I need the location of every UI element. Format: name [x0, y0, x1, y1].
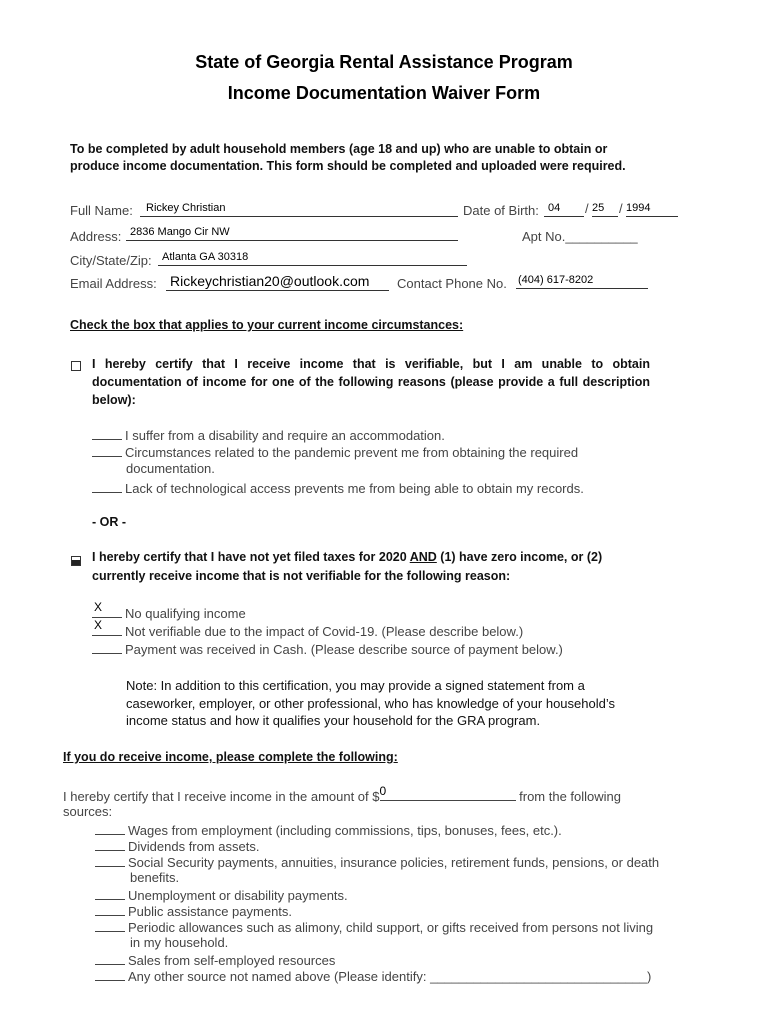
- source-unemployment-text: Unemployment or disability payments.: [128, 888, 348, 903]
- section-receive-income-heading: If you do receive income, please complete the following:: [63, 750, 398, 764]
- reason-technology-text: Lack of technological access prevents me from being able to obtain my records.: [125, 481, 584, 496]
- city-state-zip-value: Atlanta GA 30318: [162, 251, 249, 263]
- income-certify-part1: I hereby certify that I receive income in the amount of $: [63, 789, 380, 804]
- option-a-checkbox[interactable]: [71, 358, 81, 376]
- source-allowances-text: Periodic allowances such as alimony, child support, or gifts received from persons not living: [128, 920, 654, 935]
- form-title-line1: State of Georgia Rental Assistance Program: [195, 52, 573, 72]
- form-title-line2: Income Documentation Waiver Form: [227, 83, 541, 103]
- dob-day-value: 25: [592, 202, 605, 214]
- source-self-employed-blank[interactable]: [95, 952, 125, 965]
- option-b-text-line2: currently receive income that is not verifiable for the following reason:: [92, 569, 511, 583]
- section-income-circumstances-heading: Check the box that applies to your current income circumstances:: [70, 318, 464, 332]
- source-social-security-blank[interactable]: [95, 854, 125, 867]
- full-name-field[interactable]: [140, 202, 458, 217]
- b-item-no-income-blank[interactable]: [92, 600, 122, 618]
- source-wages: [95, 822, 562, 838]
- source-self-employed-text: Sales from self-employed resources: [128, 953, 336, 968]
- b-item-covid-text: Not verifiable due to the impact of Covid-19. (Please describe below.): [125, 624, 524, 639]
- b-item-cash-text: Payment was received in Cash. (Please describe source of payment below.): [125, 642, 563, 657]
- income-amount-value: 0: [379, 784, 387, 798]
- source-allowances-blank[interactable]: [95, 919, 125, 932]
- source-dividends: [95, 838, 260, 854]
- address-field[interactable]: [126, 226, 458, 241]
- income-certify-line2: sources:: [63, 804, 113, 819]
- city-state-zip-field[interactable]: [158, 251, 467, 266]
- intro-line1: To be completed by adult household members (age 18 and up) who are unable to obtain or: [70, 142, 608, 156]
- source-public-assistance-blank[interactable]: [95, 903, 125, 916]
- source-public-assistance-text: Public assistance payments.: [128, 904, 293, 919]
- reason-disability-text: I suffer from a disability and require an accommodation.: [125, 428, 445, 443]
- reason-pandemic-text: Circumstances related to the pandemic prevent me from obtaining the required: [125, 445, 579, 460]
- intro-line2: produce income documentation. This form should be completed and uploaded were required.: [70, 159, 626, 173]
- dob-separator-2: /: [619, 201, 623, 216]
- reason-pandemic-blank[interactable]: [92, 444, 122, 457]
- source-social-security: [95, 854, 659, 870]
- apt-no-field[interactable]: Apt No.__________: [522, 229, 638, 244]
- option-a-text: I hereby certify that I receive income that is verifiable, but I am unable to obtain documentation of income for one of the following reasons (please provide a full description below):: [92, 357, 650, 407]
- full-name-label: Full Name:: [70, 203, 133, 218]
- dob-label: Date of Birth:: [463, 203, 539, 218]
- option-b-and: AND: [409, 550, 437, 564]
- note-line2: caseworker, employer, or other professional, who has knowledge of your household’s: [126, 696, 615, 711]
- reason-pandemic-text-cont: documentation.: [126, 461, 215, 476]
- note-line1: Note: In addition to this certification, you may provide a signed statement from a: [126, 678, 585, 693]
- phone-field[interactable]: [516, 274, 648, 289]
- address-value: 2836 Mango Cir NW: [130, 226, 230, 238]
- source-unemployment-blank[interactable]: [95, 887, 125, 900]
- address-label: Address:: [70, 229, 122, 244]
- source-wages-text: Wages from employment (including commissions, tips, bonuses, fees, etc.).: [128, 823, 562, 838]
- or-separator: - OR -: [92, 515, 127, 529]
- full-name-value: Rickey Christian: [146, 202, 226, 214]
- income-certify-line1: [63, 784, 622, 804]
- dob-separator-1: /: [585, 201, 589, 216]
- source-other-text: Any other source not named above (Please identify: ______________________________): [128, 969, 652, 984]
- income-certify-part2: from the following: [519, 789, 622, 804]
- b-item-no-income: [92, 600, 246, 621]
- source-dividends-blank[interactable]: [95, 838, 125, 851]
- dob-month-value: 04: [548, 202, 561, 214]
- source-allowances-cont: in my household.: [130, 935, 229, 950]
- option-b-text-line1: [92, 550, 602, 564]
- b-item-no-income-mark: X: [94, 600, 103, 614]
- source-wages-blank[interactable]: [95, 822, 125, 835]
- option-b-checkbox[interactable]: [71, 553, 81, 571]
- b-item-cash-blank[interactable]: [92, 641, 122, 654]
- b-item-covid: [92, 618, 524, 639]
- reason-technology: [92, 480, 584, 496]
- reason-technology-blank[interactable]: [92, 480, 122, 493]
- income-amount-field[interactable]: [379, 784, 516, 801]
- phone-label: Contact Phone No.: [397, 276, 507, 291]
- source-dividends-text: Dividends from assets.: [128, 839, 260, 854]
- source-social-security-text: Social Security payments, annuities, insurance policies, retirement funds, pensions, or death: [128, 855, 660, 870]
- dob-day-field[interactable]: [592, 202, 618, 217]
- email-value: Rickeychristian20@outlook.com: [170, 273, 370, 289]
- phone-value: (404) 617-8202: [518, 274, 594, 286]
- source-public-assistance: [95, 903, 292, 919]
- source-other-blank[interactable]: [95, 968, 125, 981]
- dob-year-field[interactable]: [626, 202, 678, 217]
- reason-disability: [92, 427, 445, 443]
- b-item-no-income-text: No qualifying income: [125, 606, 246, 621]
- reason-pandemic: [92, 444, 578, 460]
- email-field[interactable]: [166, 273, 389, 291]
- source-social-security-cont: benefits.: [130, 870, 180, 885]
- option-b-part1: I hereby certify that I have not yet filed taxes for 2020: [92, 550, 410, 564]
- dob-year-value: 1994: [626, 202, 651, 214]
- b-item-covid-blank[interactable]: [92, 618, 122, 636]
- source-self-employed: [95, 952, 335, 968]
- dob-month-field[interactable]: [544, 202, 584, 217]
- option-b-part2: (1) have zero income, or (2): [436, 550, 603, 564]
- source-unemployment: [95, 887, 348, 903]
- b-item-cash: [92, 641, 563, 657]
- note-line3: income status and how it qualifies your household for the GRA program.: [126, 713, 541, 728]
- reason-disability-blank[interactable]: [92, 427, 122, 440]
- source-allowances: [95, 919, 653, 935]
- city-state-zip-label: City/State/Zip:: [70, 253, 152, 268]
- b-item-covid-mark: X: [94, 618, 103, 632]
- email-label: Email Address:: [70, 276, 157, 291]
- source-other: [95, 968, 651, 984]
